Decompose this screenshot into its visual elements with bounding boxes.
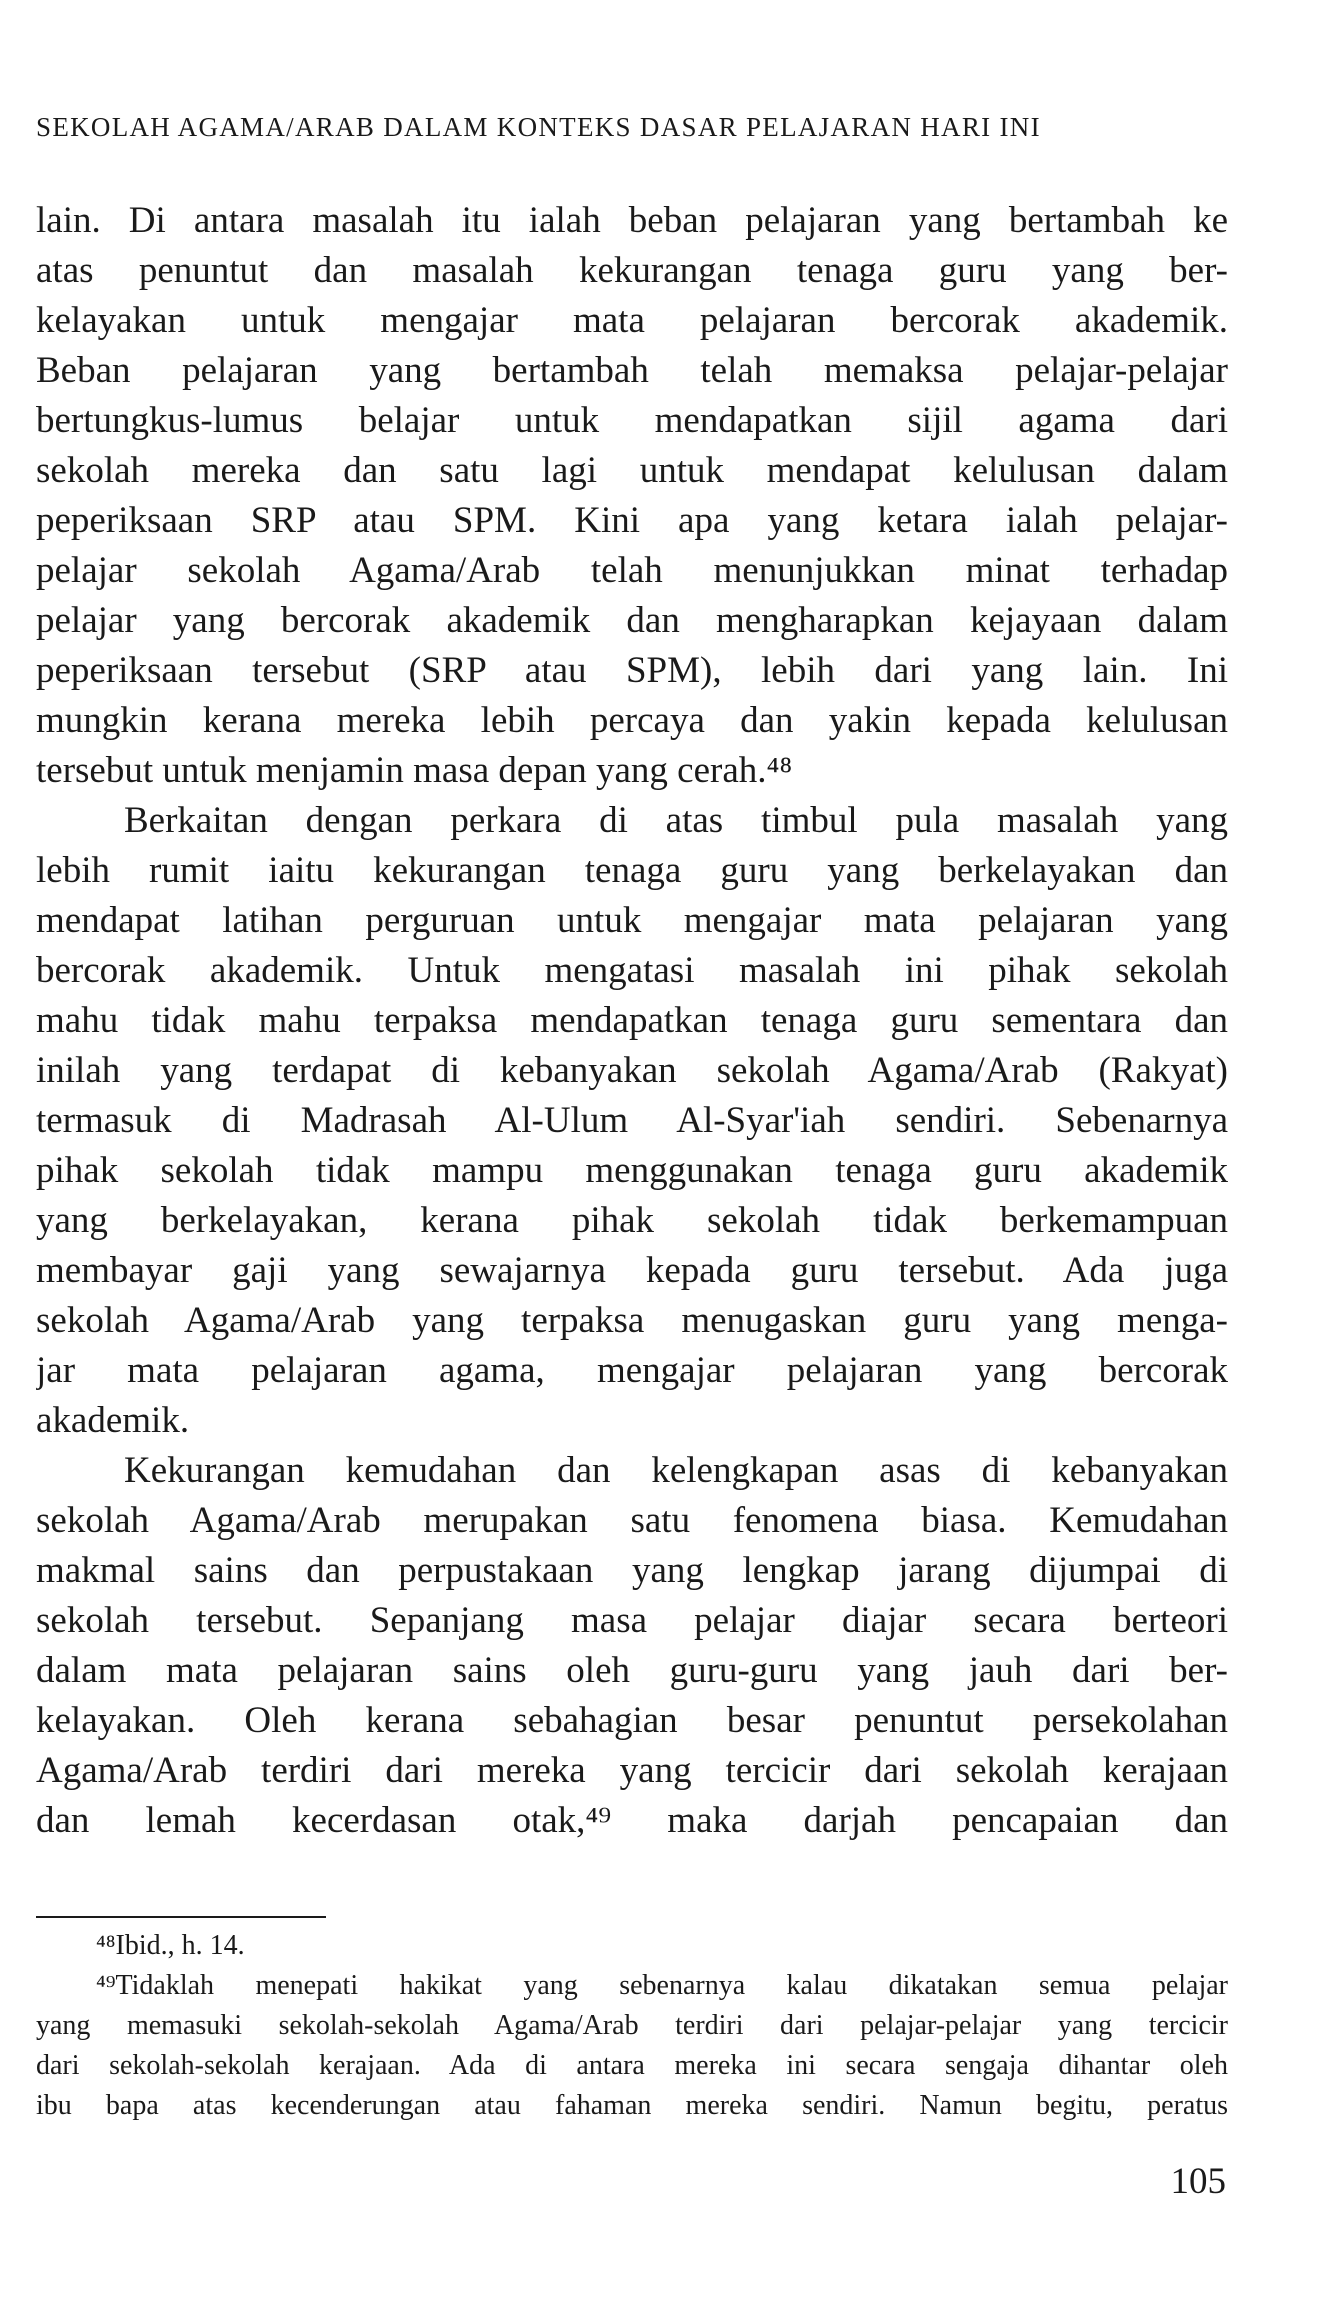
body-line: Agama/Arab terdiri dari mereka yang tercicir dari sekolah kerajaan [36, 1750, 1228, 1791]
body-line: Berkaitan dengan perkara di atas timbul pula masalah yang [124, 800, 1228, 841]
body-line: termasuk di Madrasah Al-Ulum Al-Syar'iah sendiri. Sebenarnya [36, 1100, 1228, 1141]
body-line: sekolah mereka dan satu lagi untuk mendapat kelulusan dalam [36, 450, 1228, 491]
footnote-separator-rule [36, 1916, 326, 1918]
body-line: tersebut untuk menjamin masa depan yang cerah.⁴⁸ [36, 750, 793, 791]
body-line: atas penuntut dan masalah kekurangan tenaga guru yang ber- [36, 250, 1228, 291]
footnotes [36, 1926, 1228, 2126]
body-line: Beban pelajaran yang bertambah telah memaksa pelajar-pelajar [36, 350, 1228, 391]
body-line: bertungkus-lumus belajar untuk mendapatkan sijil agama dari [36, 400, 1228, 441]
body-line: inilah yang terdapat di kebanyakan sekolah Agama/Arab (Rakyat) [36, 1050, 1228, 1091]
footnote-line: dari sekolah-sekolah kerajaan. Ada di antara mereka ini secara sengaja dihantar oleh [36, 2050, 1228, 2081]
body-line: jar mata pelajaran agama, mengajar pelajaran yang bercorak [36, 1350, 1228, 1391]
body-line: membayar gaji yang sewajarnya kepada guru tersebut. Ada juga [36, 1250, 1228, 1291]
body-line: akademik. [36, 1400, 190, 1441]
body-line: kelayakan. Oleh kerana sebahagian besar penuntut persekolahan [36, 1700, 1228, 1741]
body-line: pelajar yang bercorak akademik dan mengharapkan kejayaan dalam [36, 600, 1228, 641]
footnote-line: ibu bapa atas kecenderungan atau fahaman mereka sendiri. Namun begitu, peratus [36, 2090, 1228, 2121]
body-line: mendapat latihan perguruan untuk mengajar mata pelajaran yang [36, 900, 1228, 941]
footnote-line: yang memasuki sekolah-sekolah Agama/Arab terdiri dari pelajar-pelajar yang tercicir [36, 2010, 1228, 2041]
running-head: SEKOLAH AGAMA/ARAB DALAM KONTEKS DASAR PELAJARAN HARI INI [36, 112, 1041, 142]
body-text [36, 196, 1228, 1846]
body-line: pelajar sekolah Agama/Arab telah menunjukkan minat terhadap [36, 550, 1228, 591]
body-line: peperiksaan tersebut (SRP atau SPM), lebih dari yang lain. Ini [36, 650, 1228, 691]
body-line: sekolah tersebut. Sepanjang masa pelajar diajar secara berteori [36, 1600, 1228, 1641]
body-line: sekolah Agama/Arab merupakan satu fenomena biasa. Kemudahan [36, 1500, 1228, 1541]
page-number: 105 [1170, 2161, 1226, 2202]
body-line: makmal sains dan perpustakaan yang lengkap jarang dijumpai di [36, 1550, 1228, 1591]
body-line: yang berkelayakan, kerana pihak sekolah tidak berkemampuan [36, 1200, 1228, 1241]
body-line: dan lemah kecerdasan otak,⁴⁹ maka darjah pencapaian dan [36, 1800, 1228, 1841]
body-line: lebih rumit iaitu kekurangan tenaga guru yang berkelayakan dan [36, 850, 1228, 891]
body-line: pihak sekolah tidak mampu menggunakan tenaga guru akademik [36, 1150, 1228, 1191]
body-line: sekolah Agama/Arab yang terpaksa menugaskan guru yang menga- [36, 1300, 1228, 1341]
body-line: dalam mata pelajaran sains oleh guru-guru yang jauh dari ber- [36, 1650, 1228, 1691]
body-line: kelayakan untuk mengajar mata pelajaran bercorak akademik. [36, 300, 1228, 341]
body-line: mungkin kerana mereka lebih percaya dan yakin kepada kelulusan [36, 700, 1228, 741]
body-line: peperiksaan SRP atau SPM. Kini apa yang ketara ialah pelajar- [36, 500, 1228, 541]
footnote-line: ⁴⁹Tidaklah menepati hakikat yang sebenarnya kalau dikatakan semua pelajar [96, 1970, 1228, 2001]
footnote-line: ⁴⁸Ibid., h. 14. [96, 1930, 245, 1961]
body-line: lain. Di antara masalah itu ialah beban pelajaran yang bertambah ke [36, 200, 1228, 241]
body-line: mahu tidak mahu terpaksa mendapatkan tenaga guru sementara dan [36, 1000, 1228, 1041]
body-line: bercorak akademik. Untuk mengatasi masalah ini pihak sekolah [36, 950, 1228, 991]
body-line: Kekurangan kemudahan dan kelengkapan asas di kebanyakan [124, 1450, 1228, 1491]
